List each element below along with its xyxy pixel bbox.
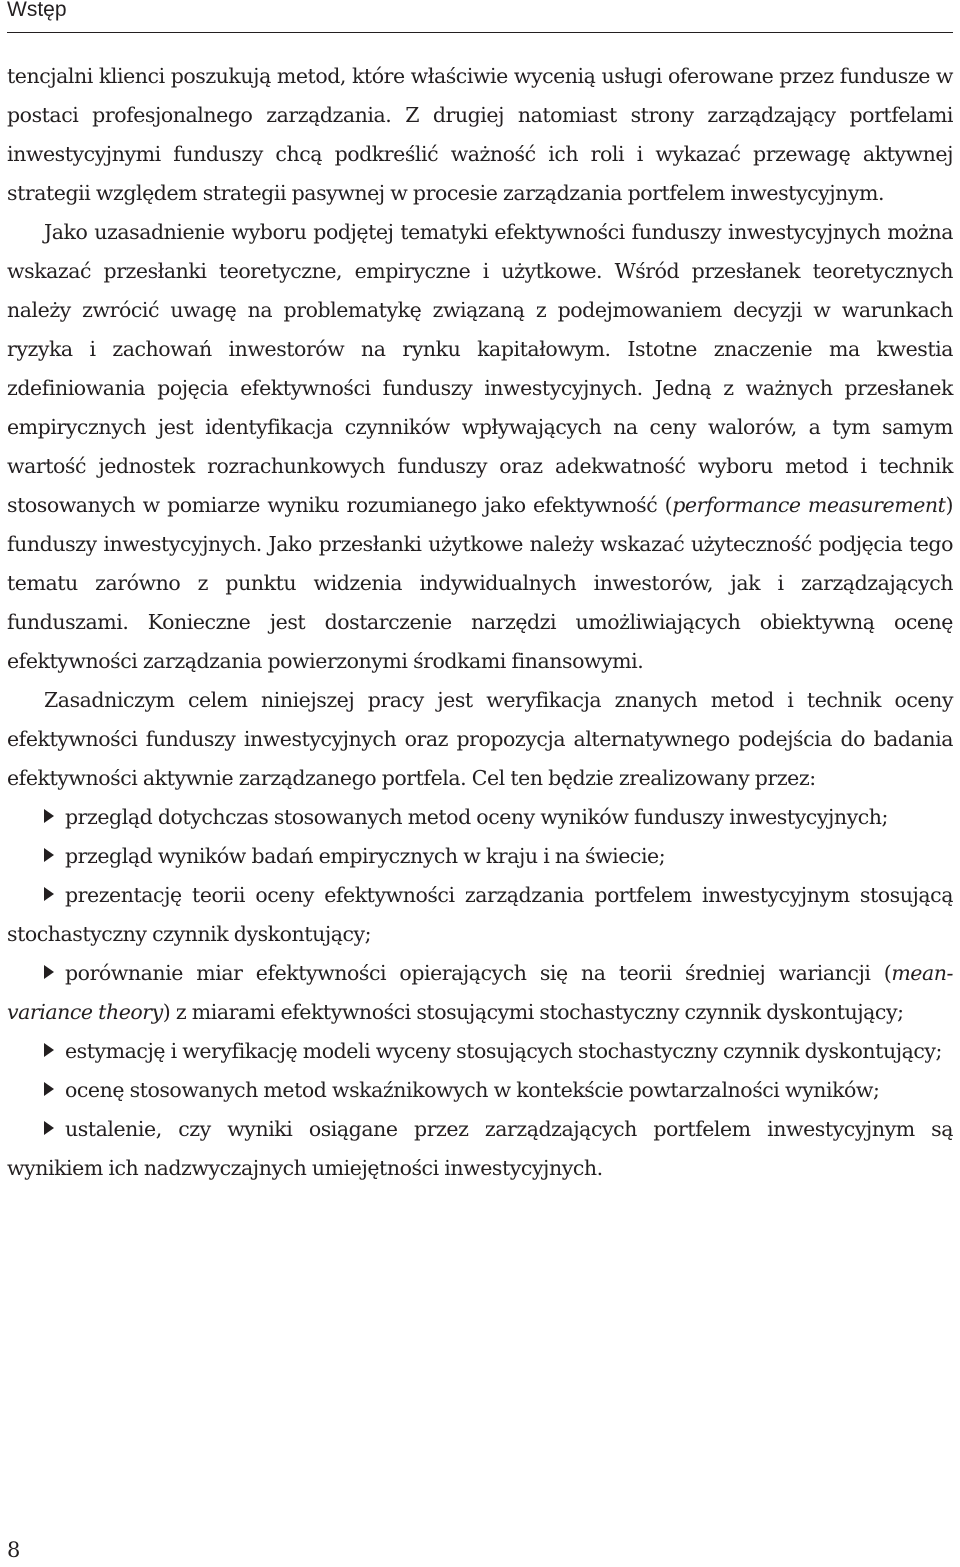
list-item-text-before: porównanie miar efektywności opierających się na teorii średniej wariancji ( xyxy=(65,961,892,985)
triangle-bullet-icon xyxy=(44,1121,54,1135)
triangle-bullet-icon xyxy=(44,1043,54,1057)
paragraph-intro-continuation: tencjalni klienci poszukują metod, które właściwie wycenią usługi oferowane przez fundusze w postaci profesjonalnego zarządzania. Z drugiej natomiast strony zarządzający portfelami inwestycyjnymi funduszy chcą podkreślić ważność ich roli i wykazać przewagę aktywnej strategii względem strategii pasywnej w procesie zarządzania portfelem inwestycyjnym. xyxy=(7,64,953,205)
header-divider xyxy=(7,32,953,33)
list-item xyxy=(7,1071,953,1110)
paragraph-justification-text-b: ) funduszy inwestycyjnych. Jako przesłanki użytkowe należy wskazać użyteczność podjęcia tego tematu zarówno z punktu widzenia indywidualnych inwestorów, jak i zarządzających funduszami. Konieczne jest dostarczenie narzędzi umożliwiających obiektywną ocenę efektywności zarządzania powierzonymi środkami finansowymi. xyxy=(7,493,953,673)
paragraph-aim: Zasadniczym celem niniejszej pracy jest weryfikacja znanych metod i technik oceny efektywności funduszy inwestycyjnych oraz propozycja alternatywnego podejścia do badania efektywności aktywnie zarządzanego portfela. Cel ten będzie zrealizowany przez: xyxy=(7,688,953,790)
list-item xyxy=(7,798,953,837)
page-number: 8 xyxy=(7,1538,21,1562)
body-text xyxy=(7,57,953,1188)
triangle-bullet-icon xyxy=(44,1082,54,1096)
running-header-title: Wstęp xyxy=(7,0,67,21)
triangle-bullet-icon xyxy=(44,965,54,979)
term-performance-measurement: performance measurement xyxy=(672,493,946,517)
list-item xyxy=(7,837,953,876)
list-item-text: przegląd dotychczas stosowanych metod oceny wyników funduszy inwestycyjnych; xyxy=(65,805,888,829)
list-item-text: ocenę stosowanych metod wskaźnikowych w kontekście powtarzalności wyników; xyxy=(65,1078,880,1102)
triangle-bullet-icon xyxy=(44,887,54,901)
triangle-bullet-icon xyxy=(44,848,54,862)
list-item-text: estymację i weryfikację modeli wyceny stosujących stochastyczny czynnik dyskontujący; xyxy=(65,1039,943,1063)
list-item xyxy=(7,1110,953,1188)
paragraph-justification-text-a: Jako uzasadnienie wyboru podjętej tematyki efektywności funduszy inwestycyjnych można wskazać przesłanki teoretyczne, empiryczne i użytkowe. Wśród przesłanek teoretycznych należy zwrócić uwagę na problematykę związaną z podejmowaniem decyzji w warunkach ryzyka i zachowań inwestorów na rynku kapitałowym. Istotne znaczenie ma kwestia zdefiniowania pojęcia efektywności funduszy inwestycyjnych. Jedną z ważnych przesłanek empirycznych jest identyfikacja czynników wpływających na ceny walorów, a tym samym wartość jednostek rozrachunkowych funduszy oraz adekwatność wyboru metod i technik stosowanych w pomiarze wyniku rozumianego jako efektywność ( xyxy=(7,220,953,517)
paragraph-justification xyxy=(7,213,953,681)
term-mean-variance-theory: mean-variance theory xyxy=(7,961,953,1024)
list-item-text: ustalenie, czy wyniki osiągane przez zarządzających portfelem inwestycyjnym są wynikiem ich nadzwyczajnych umiejętności inwestycyjnych. xyxy=(7,1117,953,1180)
list-item xyxy=(7,954,953,1032)
list-item-text-after: ) z miarami efektywności stosującymi stochastyczny czynnik dyskontujący; xyxy=(162,1000,904,1024)
triangle-bullet-icon xyxy=(44,809,54,823)
list-item-text: przegląd wyników badań empirycznych w kraju i na świecie; xyxy=(65,844,666,868)
list-item xyxy=(7,1032,953,1071)
objectives-list xyxy=(7,798,953,1188)
list-item-text: prezentację teorii oceny efektywności zarządzania portfelem inwestycyjnym stosującą stochastyczny czynnik dyskontujący; xyxy=(7,883,953,946)
list-item xyxy=(7,876,953,954)
